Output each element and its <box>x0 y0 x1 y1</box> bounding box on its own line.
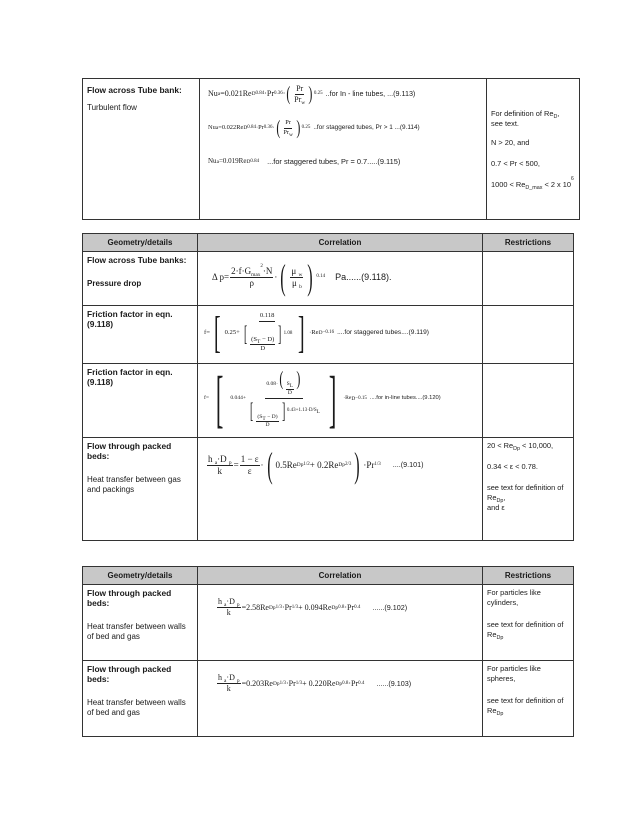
correlation-cell <box>198 252 483 306</box>
restrictions-cell <box>483 306 574 364</box>
restriction-see-text: see text for definition of $Re_{Dp}$, <box>487 482 564 504</box>
correlation-cell <box>198 585 483 661</box>
formula-9-114-label: ..for staggered tubes, Pr > 1 ...(9.114) <box>313 123 420 131</box>
correlation-cell <box>198 438 483 541</box>
formula-9-103: $\frac{h _a\cdot D _p}{k}$ =0.203Re Dp 1/3 ·Pr 1/3 + 0.220Re Dp 0.8 ·Pr 0.4 ......(9.103) <box>218 673 412 693</box>
restriction-particles: For particles like spheres, <box>487 664 541 683</box>
geometry-title: Friction factor in eqn. (9.118) <box>87 309 173 330</box>
geometry-title: Flow through packed beds: <box>87 441 172 462</box>
restriction-epsilon: and ε <box>487 502 505 512</box>
geometry-cell <box>83 438 198 541</box>
geometry-subtitle: Heat transfer between gas and packings <box>87 475 181 495</box>
formula-9-103-label: ......(9.103) <box>376 678 412 688</box>
formula-9-113: Nu a =0.021Re D 0.84 ·Pr 0.36 · ( $\frac{Pr}{Pr_w}$ ) 0.25 ..for In - line tubes, ...(9.113) <box>208 83 416 106</box>
formula-9-114: Nu a =0.022Re D 0.84 ·Pr 0.36 · ( $\frac{Pr}{Pr_w}$ ) 0.25 ..for staggered tubes, Pr > 1 ...(9.114) <box>208 117 420 139</box>
formula-9-118-label: Pa......(9.118). <box>335 271 392 282</box>
table-pressure-drop-packed-beds <box>82 233 574 541</box>
formula-9-101-label: ....(9.101) <box>392 460 424 470</box>
table-packed-bed-wall-transfer <box>82 566 574 737</box>
restriction-re-range: $1000 < Re_{D\_max} < 2$ x $10^6$ <box>491 175 574 191</box>
formula-9-118: Δ p= $\frac{2\cdot f\cdot G_{max}^2\cdot N}{\rho}$ · ( $\frac{\mu _w}{\mu _b}$ ) 0.14 Pa......(9.118). <box>212 257 392 297</box>
geometry-cell <box>83 585 198 661</box>
geometry-title: Friction factor in eqn. (9.118) <box>87 367 173 388</box>
geometry-subtitle: Heat transfer between walls of bed and gas <box>87 622 186 642</box>
restrictions-cell <box>483 585 574 661</box>
geometry-title: Flow through packed beds: <box>87 664 172 685</box>
geometry-title: Flow across Tube banks: <box>87 255 187 265</box>
formula-9-115: Nu a =0.019Re D 0.84 ...for staggered tubes, Pr = 0.7.....(9.115) <box>208 157 401 166</box>
correlation-cell <box>198 364 483 438</box>
restrictions-cell <box>483 438 574 541</box>
correlation-cell <box>200 79 487 220</box>
restriction-see-text: see text. <box>491 118 519 128</box>
restriction-pr: 0.7 < Pr < 500, <box>491 158 540 168</box>
formula-9-120: f= [ 0.044+ 0.08·( $\frac{S_L}{D}$ ) [ $\frac{(S_T - D)}{D}$ ] $^{0.43+1.13\cdot D/S_L}$ ] ·Re D −0.15 ....for in-line tubes....(9.120) <box>204 363 441 434</box>
geometry-cell <box>83 364 198 438</box>
correlation-cell <box>198 661 483 737</box>
formula-9-119: f= [ 0.25+ 0.118 [ $\frac{(S_T - D)}{D}$ ] $^{1.08}$ ] ·Re D −0.16 ....for staggered tubes....(9.119) <box>204 308 429 357</box>
restriction-see-text: see text for definition of $Re_{Dp}$ <box>487 619 564 641</box>
restriction-see-text: see text for definition of $Re_{Dp}$ <box>487 695 564 717</box>
geometry-cell <box>83 79 200 220</box>
header-correlation: Correlation <box>198 567 483 585</box>
restrictions-cell <box>483 364 574 438</box>
header-restrictions: Restrictions <box>483 567 574 585</box>
formula-9-102-label: ......(9.102) <box>372 602 408 612</box>
geometry-title: Flow across Tube bank: <box>87 85 182 95</box>
geometry-subtitle: Heat transfer between walls of bed and gas <box>87 698 186 718</box>
restrictions-cell <box>483 661 574 737</box>
restriction-re-range: $20 < Re_{Dp} < 10,000$, <box>487 441 554 452</box>
geometry-subtitle: Turbulent flow <box>87 103 137 113</box>
restriction-particles: For particles like cylinders, <box>487 588 541 607</box>
header-geometry: Geometry/details <box>83 234 198 252</box>
header-correlation: Correlation <box>198 234 483 252</box>
header-restrictions: Restrictions <box>483 234 574 252</box>
formula-9-101: $\frac{h _a\cdot D _p}{k}$ = $\frac{1 - \varepsilon}{\varepsilon}$ · ( 0.5Re Dp 1/2 + 0.2Re Dp 2/3 ) ·Pr 1/3 ....(9.101) <box>208 445 424 485</box>
table-tube-bank-heat-transfer <box>82 78 580 220</box>
formula-9-102: $\frac{h _a\cdot D _p}{k}$ =2.58Re Dp 1/3 ·Pr 1/3 + 0.094Re Dp 0.8 ·Pr 0.4 ......(9.102) <box>218 597 408 617</box>
geometry-cell <box>83 661 198 737</box>
correlation-cell <box>198 306 483 364</box>
geometry-cell <box>83 306 198 364</box>
restrictions-cell <box>483 252 574 306</box>
geometry-title: Flow through packed beds: <box>87 588 172 609</box>
geometry-subtitle: Pressure drop <box>87 279 142 289</box>
geometry-cell <box>83 252 198 306</box>
formula-9-120-label: ....for in-line tubes....(9.120) <box>369 395 441 402</box>
formula-9-113-label: ..for In - line tubes, ...(9.113) <box>325 89 416 99</box>
restriction-porosity: 0.34 < ε < 0.78. <box>487 461 538 471</box>
restriction-re-definition: For definition of $Re_D$, <box>491 109 560 120</box>
restrictions-cell <box>487 79 580 220</box>
formula-9-115-label: ...for staggered tubes, Pr = 0.7.....(9.115) <box>267 157 401 166</box>
header-geometry: Geometry/details <box>83 567 198 585</box>
formula-9-119-label: ....for staggered tubes....(9.119) <box>337 328 429 336</box>
restriction-n: N > 20, and <box>491 137 530 147</box>
